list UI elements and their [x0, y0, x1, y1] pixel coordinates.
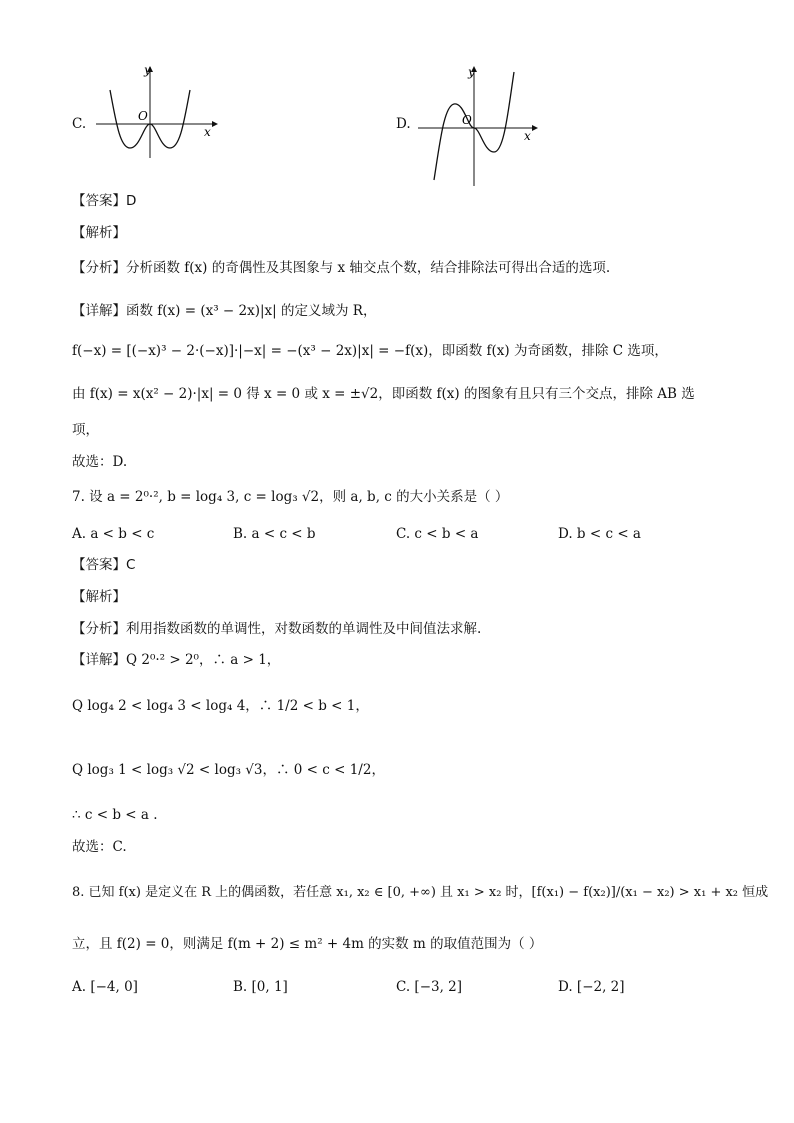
q7-conclusion: 故选：C.	[72, 839, 127, 855]
graph-d	[414, 62, 542, 186]
q6-analysis-header: 【解析】	[72, 225, 126, 241]
q7-detail-1: 【详解】Q 2⁰·² > 2⁰，∴ a > 1，	[72, 652, 281, 668]
q8-stem-line-2: 立，且 f(2) = 0，则满足 f(m + 2) ≤ m² + 4m 的实数 m 的取值范围为（ ）	[72, 936, 543, 952]
q6-detail-2: f(−x) = [(−x)³ − 2·(−x)]·|−x| = −(x³ − 2x)|x| = −f(x)，即函数 f(x) 为奇函数，排除 C 选项，	[72, 343, 668, 359]
graph-c	[92, 62, 220, 158]
q6-fenxi: 【分析】分析函数 f(x) 的奇偶性及其图象与 x 轴交点个数，结合排除法可得出合适的选项.	[72, 260, 611, 276]
q7-analysis-header: 【解析】	[72, 589, 126, 605]
q7-fenxi: 【分析】利用指数函数的单调性，对数函数的单调性及中间值法求解.	[72, 621, 482, 637]
q7-answer: 【答案】C	[72, 557, 136, 573]
q6-detail-3: 由 f(x) = x(x² − 2)·|x| = 0 得 x = 0 或 x = ±√2，即函数 f(x) 的图象有且只有三个交点，排除 AB 选	[72, 386, 695, 402]
q7-option-d: D. b < c < a	[558, 526, 641, 542]
graph-d-y-label: y	[468, 65, 475, 79]
graph-c-x-label: x	[204, 125, 211, 139]
q7-option-a: A. a < b < c	[72, 526, 155, 542]
q7-detail-3: Q log₃ 1 < log₃ √2 < log₃ √3，∴ 0 < c < 1/2，	[72, 762, 385, 778]
q6-conclusion: 故选：D.	[72, 454, 128, 470]
graph-c-option-label: C.	[72, 116, 87, 132]
q8-stem-line-1: 8. 已知 f(x) 是定义在 R 上的偶函数，若任意 x₁, x₂ ∈ [0, +∞) 且 x₁ > x₂ 时，[f(x₁) − f(x₂)]/(x₁ − x₂) > x₁ + x₂ 恒成	[72, 885, 769, 900]
q8-option-b: B. [0, 1]	[233, 979, 288, 995]
graph-c-origin-label: O	[138, 109, 148, 123]
q6-detail-4: 项，	[72, 422, 99, 438]
q6-detail-1: 【详解】函数 f(x) = (x³ − 2x)|x| 的定义域为 R，	[72, 303, 377, 319]
q8-option-d: D. [−2, 2]	[558, 979, 625, 995]
graph-d-x-label: x	[524, 129, 531, 143]
graph-d-origin-label: O	[462, 113, 472, 127]
q7-detail-2: Q log₄ 2 < log₄ 3 < log₄ 4，∴ 1/2 < b < 1，	[72, 698, 369, 714]
graph-d-option-label: D.	[396, 116, 411, 132]
graph-c-y-label: y	[144, 63, 151, 77]
q7-option-b: B. a < c < b	[233, 526, 316, 542]
q7-stem: 7. 设 a = 2⁰·², b = log₄ 3, c = log₃ √2，则 a, b, c 的大小关系是（ ）	[72, 489, 509, 505]
q7-detail-4: ∴ c < b < a .	[72, 807, 158, 823]
q8-option-c: C. [−3, 2]	[396, 979, 463, 995]
q7-option-c: C. c < b < a	[396, 526, 479, 542]
q8-option-a: A. [−4, 0]	[72, 979, 138, 995]
q6-answer: 【答案】D	[72, 193, 137, 209]
